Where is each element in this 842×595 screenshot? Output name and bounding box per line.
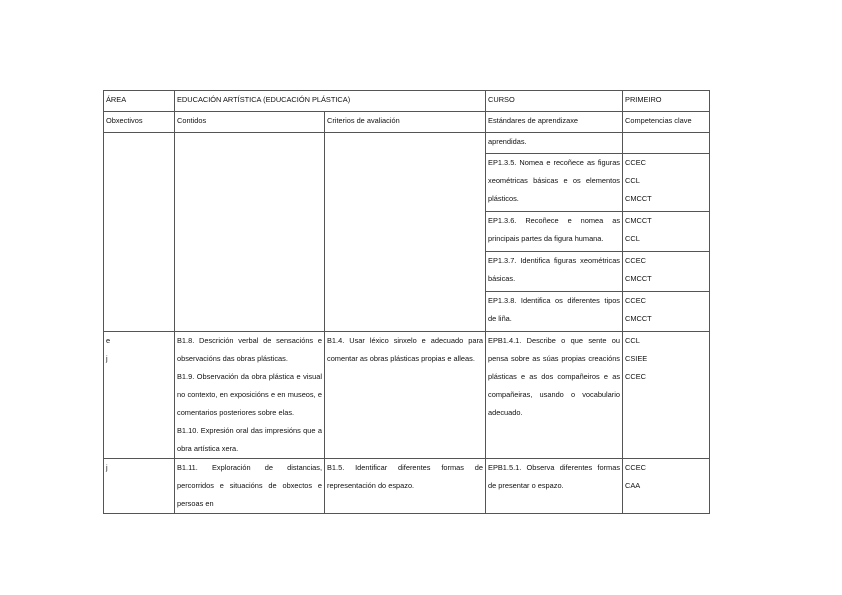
competence-code: CMCCT	[625, 274, 652, 283]
column-header-row	[104, 112, 710, 133]
criteria-cell: B1.4. Usar léxico sinxelo e adecuado para comentar as obras plásticas propias e alleas.	[325, 332, 486, 459]
criteria-cell: B1.5. Identificar diferentes formas de representación do espazo.	[325, 459, 486, 514]
competences-cell	[623, 212, 710, 252]
objective-code: j	[106, 463, 108, 472]
objective-code: e	[106, 336, 111, 345]
table-row	[104, 133, 710, 154]
table-row	[104, 332, 710, 459]
competence-code: CCL	[625, 336, 640, 345]
standard-cell: EP1.3.5. Nomea e recoñece as figuras xeométricas básicas e os elementos plásticos.	[486, 154, 623, 212]
column-header-criteria: Criterios de avaliación	[325, 112, 486, 133]
criteria-cell	[325, 133, 486, 332]
content-item: B1.10. Expresión oral das impresións que a obra artística xera.	[177, 426, 322, 453]
standard-cell: EPB1.4.1. Describe o que sente ou pensa sobre as súas propias creacións plásticas e as dos compañeiros e as compañeiras, usando o vocabulario adecuado.	[486, 332, 623, 459]
objectives-cell	[104, 332, 175, 459]
contents-cell	[175, 133, 325, 332]
column-header-contents: Contidos	[175, 112, 325, 133]
competence-code: CCEC	[625, 372, 646, 381]
course-label: CURSO	[486, 91, 623, 112]
competence-code: CMCCT	[625, 216, 652, 225]
competence-code: CCL	[625, 176, 640, 185]
contents-cell: B1.11. Exploración de distancias, percorridos e situacións de obxectos e persoas en	[175, 459, 325, 514]
column-header-objectives: Obxectivos	[104, 112, 175, 133]
objectives-cell	[104, 459, 175, 514]
curriculum-table	[103, 90, 710, 514]
standard-cell: EPB1.5.1. Observa diferentes formas de presentar o espazo.	[486, 459, 623, 514]
course-value: PRIMEIRO	[623, 91, 710, 112]
header-row	[104, 91, 710, 112]
standard-cell: EP1.3.7. Identifica figuras xeométricas básicas.	[486, 252, 623, 292]
standard-cell: aprendidas.	[486, 133, 623, 154]
objective-code: j	[106, 354, 108, 363]
competences-cell	[623, 459, 710, 514]
competence-code: CCEC	[625, 463, 646, 472]
content-item: B1.8. Descrición verbal de sensacións e observacións das obras plásticas.	[177, 336, 322, 363]
objectives-cell	[104, 133, 175, 332]
competence-code: CMCCT	[625, 314, 652, 323]
standard-cell: EP1.3.6. Recoñece e nomea as principais partes da figura humana.	[486, 212, 623, 252]
competences-cell	[623, 292, 710, 332]
contents-cell	[175, 332, 325, 459]
column-header-standards: Estándares de aprendizaxe	[486, 112, 623, 133]
area-label: ÁREA	[104, 91, 175, 112]
table-row	[104, 459, 710, 514]
competences-cell	[623, 332, 710, 459]
competence-code: CCEC	[625, 158, 646, 167]
competence-code: CCEC	[625, 296, 646, 305]
standard-cell: EP1.3.8. Identifica os diferentes tipos de liña.	[486, 292, 623, 332]
competence-code: CMCCT	[625, 194, 652, 203]
competence-code: CSIEE	[625, 354, 648, 363]
content-item: B1.9. Observación da obra plástica e visual no contexto, en exposicións e en museos, e comentarios posteriores sobre elas.	[177, 372, 322, 417]
competence-code: CCL	[625, 234, 640, 243]
column-header-competences: Competencias clave	[623, 112, 710, 133]
competences-cell	[623, 154, 710, 212]
competences-cell	[623, 252, 710, 292]
competence-code: CAA	[625, 481, 641, 490]
competence-code: CCEC	[625, 256, 646, 265]
competences-cell	[623, 133, 710, 154]
area-value: EDUCACIÓN ARTÍSTICA (EDUCACIÓN PLÁSTICA)	[175, 91, 486, 112]
